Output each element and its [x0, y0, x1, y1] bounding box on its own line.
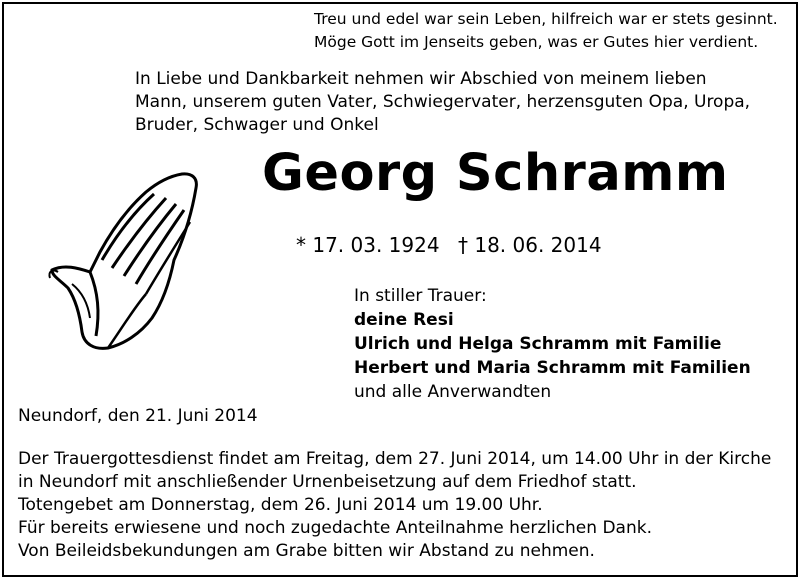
mourners-intro: In stiller Trauer: [354, 286, 487, 306]
footer-line-5: Von Beileidsbekundungen am Grabe bitten wir Abstand zu nehmen. [18, 541, 595, 561]
footer-line-2: in Neundorf mit anschließender Urnenbeisetzung auf dem Friedhof statt. [18, 472, 637, 492]
mourner-name-3: Herbert und Maria Schramm mit Familien [354, 358, 751, 378]
death-date: † 18. 06. 2014 [458, 233, 602, 257]
intro-line-2: Mann, unserem guten Vater, Schwiegervater, herzensguten Opa, Uropa, [135, 92, 751, 112]
birth-date: * 17. 03. 1924 [296, 233, 440, 257]
deceased-name: Georg Schramm [262, 144, 729, 203]
mourner-name-1: deine Resi [354, 310, 454, 330]
intro-line-3: Bruder, Schwager und Onkel [135, 115, 379, 135]
intro-line-1: In Liebe und Dankbarkeit nehmen wir Abschied von meinem lieben [135, 69, 707, 89]
footer-line-1: Der Trauergottesdienst findet am Freitag, dem 27. Juni 2014, um 14.00 Uhr in der Kirche [18, 449, 772, 469]
footer-line-4: Für bereits erwiesene und noch zugedachte Anteilnahme herzlichen Dank. [18, 518, 652, 538]
mourners-outro: und alle Anverwandten [354, 382, 552, 402]
footer-line-3: Totengebet am Donnerstag, dem 26. Juni 2014 um 19.00 Uhr. [18, 495, 543, 515]
praying-hands-icon [42, 168, 202, 353]
place-date: Neundorf, den 21. Juni 2014 [18, 406, 258, 426]
motto-line-1: Treu und edel war sein Leben, hilfreich war er stets gesinnt. [314, 10, 778, 28]
mourner-name-2: Ulrich und Helga Schramm mit Familie [354, 334, 722, 354]
motto-line-2: Möge Gott im Jenseits geben, was er Gutes hier verdient. [314, 33, 759, 51]
